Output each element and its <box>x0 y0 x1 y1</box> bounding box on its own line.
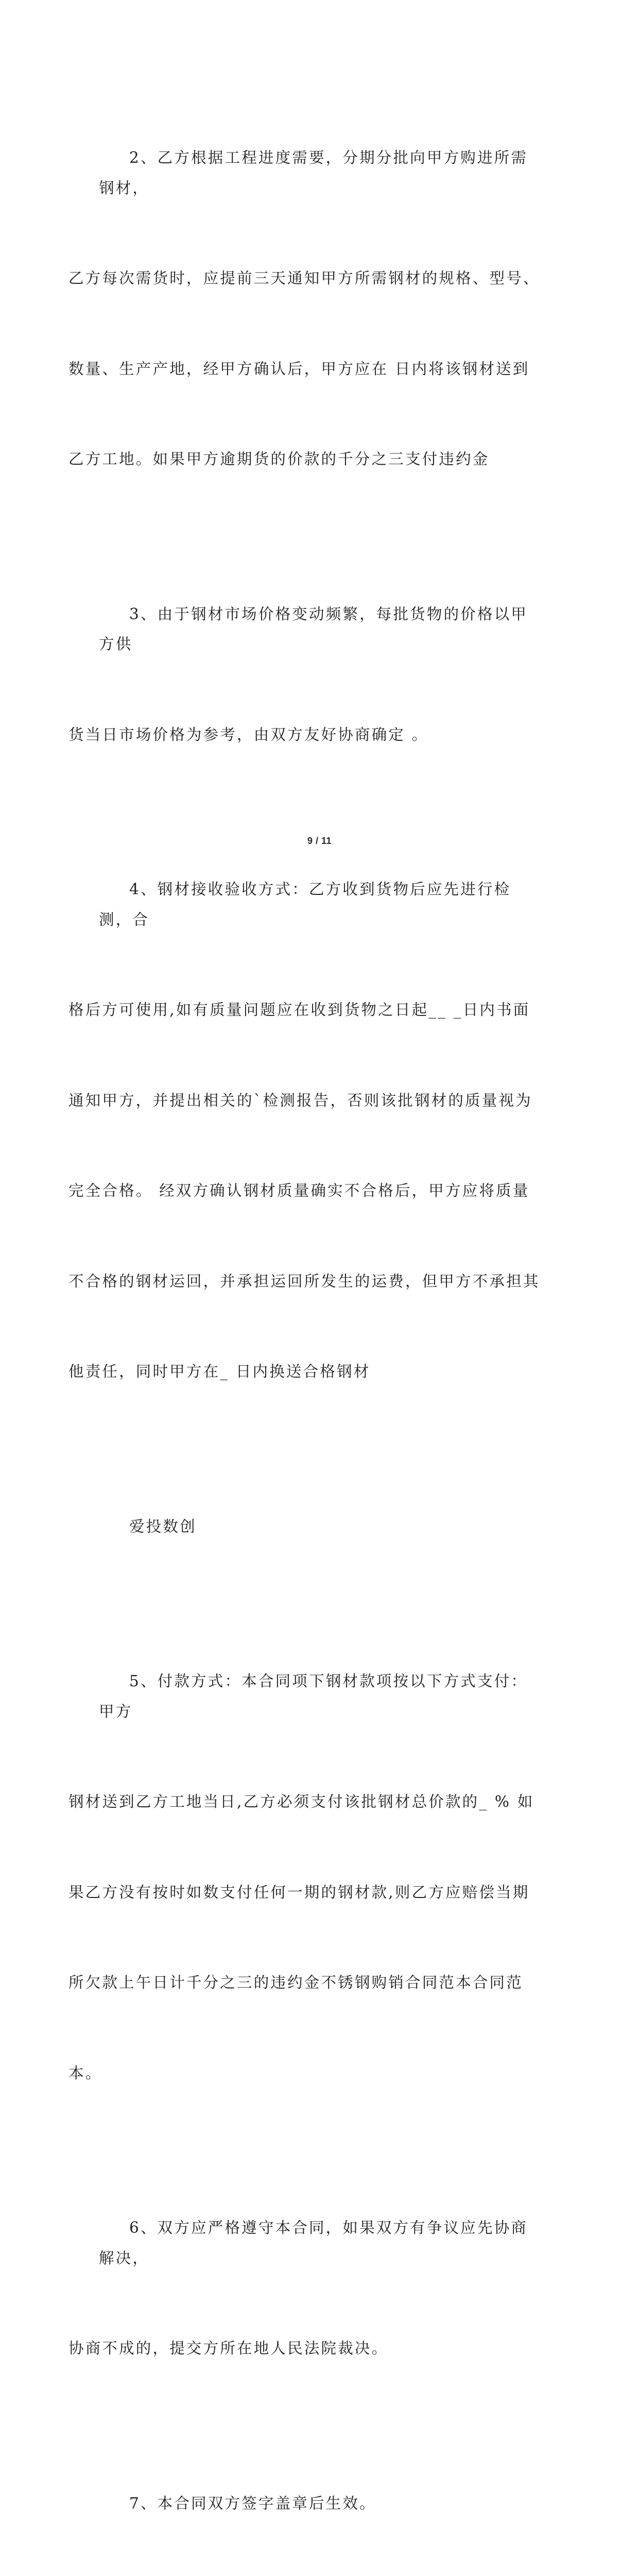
paragraph-5 <box>99 1606 543 2148</box>
text-line: 钢材送到乙方工地当日,乙方必须支付该批钢材总价款的_ % 如 <box>99 1787 543 1817</box>
page-number: 9 / 11 <box>0 836 639 846</box>
text-line: 6、双方应严格遵守本合同，如果双方有争议应先协商解决， <box>99 2213 543 2273</box>
text-line: 格后方可使用,如有质量问题应在收到货物之日起__ _日内书面 <box>99 995 543 1025</box>
document-body <box>99 82 543 2576</box>
text-line: 不合格的钢材运回，并承担运回所发生的运费，但甲方不承担其 <box>99 1266 543 1297</box>
text-line: 2、乙方根据工程进度需要，分期分批向甲方购进所需钢材， <box>99 143 543 203</box>
text-line: 果乙方没有按时如数支付任何一期的钢材款,则乙方应赔偿当期 <box>99 1877 543 1908</box>
paragraph-3 <box>99 539 543 810</box>
text-line: 货当日市场价格为参考，由双方友好协商确定 。 <box>99 720 543 750</box>
text-line: 5、付款方式：本合同项下钢材款项按以下方式支付：甲方 <box>99 1666 543 1726</box>
text-line: 通知甲方，并提出相关的`检测报告，否则该批钢材的质量视为 <box>99 1086 543 1116</box>
text-line: 乙方工地。如果甲方逾期货的价款的千分之三支付违约金 <box>99 444 543 474</box>
text-line: 本。 <box>99 2058 543 2089</box>
text-line: 4、钢材接收验收方式：乙方收到货物后应先进行检测，合 <box>99 874 543 935</box>
text-line: 完全合格。 经双方确认钢材质量确实不合格后，甲方应将质量 <box>99 1176 543 1206</box>
text-line: 他责任，同时甲方在_ 日内换送合格钢材 <box>99 1357 543 1387</box>
text-line: 乙方每次需货时，应提前三天通知甲方所需钢材的规格、型号、 <box>99 263 543 294</box>
text-line: 协商不成的，提交方所在地人民法院裁决。 <box>99 2333 543 2364</box>
text-line: 爱投数创 <box>99 1512 543 1542</box>
text-line: 数量、生产产地，经甲方确认后，甲方应在 日内将该钢材送到 <box>99 354 543 384</box>
text-line: 7、本合同双方签字盖章后生效。 <box>99 2488 543 2519</box>
document-page <box>0 0 639 904</box>
paragraph-2 <box>99 82 543 535</box>
paragraph-watermark-text <box>99 1451 543 1602</box>
paragraph-7 <box>99 2428 543 2576</box>
paragraph-6 <box>99 2153 543 2424</box>
text-line: 3、由于钢材市场价格变动频繁，每批货物的价格以甲方供 <box>99 599 543 659</box>
text-line: 所欠款上午日计千分之三的违约金不锈钢购销合同范本合同范 <box>99 1968 543 1998</box>
paragraph-4 <box>99 814 543 1447</box>
